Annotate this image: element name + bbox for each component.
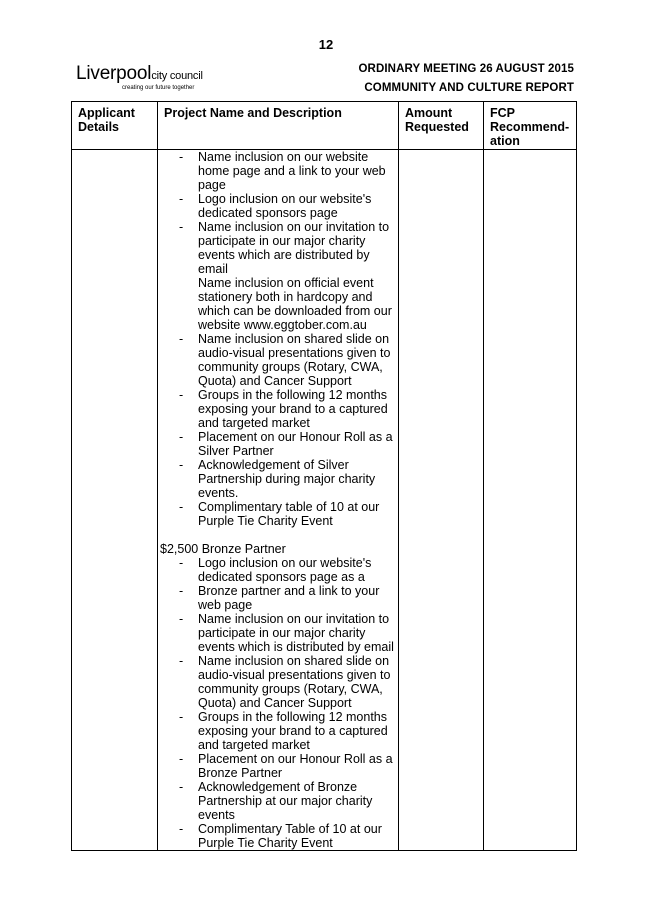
list-item-text: Acknowledgement of Silver Partnership during major charity events.: [198, 458, 376, 500]
list-item: [158, 584, 398, 612]
list-item: [158, 220, 398, 276]
logo-name-sub: city council: [151, 70, 203, 82]
dash-bullet: -: [179, 710, 184, 724]
column-header-project: Project Name and Description: [158, 102, 399, 150]
council-logo: [76, 64, 276, 91]
dash-bullet: -: [179, 192, 184, 206]
list-item: [158, 430, 398, 458]
dash-bullet: -: [179, 220, 184, 234]
list-item: [158, 458, 398, 500]
dash-bullet: -: [179, 780, 184, 794]
list-item-text: Name inclusion on our website home page and a link to your web page: [198, 150, 386, 192]
silver-benefits-list: [158, 150, 398, 528]
dash-bullet: -: [179, 500, 184, 514]
meeting-title: ORDINARY MEETING 26 AUGUST 2015: [358, 63, 574, 75]
list-item-text: Bronze partner and a link to your web page: [198, 584, 380, 612]
column-header-applicant: Applicant Details: [72, 102, 158, 150]
column-header-amount: Amount Requested: [399, 102, 484, 150]
list-item: [158, 612, 398, 654]
report-title: COMMUNITY AND CULTURE REPORT: [364, 82, 574, 94]
applicant-cell: [72, 150, 158, 851]
list-item: [158, 500, 398, 528]
list-item-text: Acknowledgement of Bronze Partnership at our major charity events: [198, 780, 373, 822]
logo-tagline: creating our future together: [122, 85, 195, 91]
list-item-text: Name inclusion on our invitation to participate in our major charity events which is distributed by email: [198, 612, 394, 654]
table-header-row: [72, 102, 577, 150]
page-number: 12: [318, 37, 334, 52]
description-cell: [158, 150, 399, 851]
logo-wordmark: [76, 64, 276, 86]
dash-bullet: -: [179, 556, 184, 570]
list-item-text: Logo inclusion on our website's dedicated sponsors page as a: [198, 556, 372, 584]
table-row: [72, 150, 577, 851]
list-item-text: Name inclusion on official event stationery both in hardcopy and which can be downloaded from our website www.eggtober.com.au: [198, 276, 392, 332]
list-item-text: Groups in the following 12 months exposing your brand to a captured and targeted market: [198, 388, 388, 430]
list-item: [158, 710, 398, 752]
list-item-text: Logo inclusion on our website's dedicated sponsors page: [198, 192, 372, 220]
recommendation-cell: [484, 150, 577, 851]
dash-bullet: -: [179, 752, 184, 766]
dash-bullet: -: [179, 822, 184, 836]
list-item: [158, 332, 398, 388]
dash-bullet: -: [179, 654, 184, 668]
dash-bullet: -: [179, 388, 184, 402]
dash-bullet: -: [179, 430, 184, 444]
list-item: [158, 654, 398, 710]
list-item: [158, 556, 398, 584]
amount-cell: [399, 150, 484, 851]
dash-bullet: -: [179, 150, 184, 164]
bronze-benefits-list: [158, 556, 398, 850]
list-item-text: Complimentary table of 10 at our Purple Tie Charity Event: [198, 500, 380, 528]
list-item: [158, 752, 398, 780]
list-item: [158, 150, 398, 192]
list-item-text: Placement on our Honour Roll as a Bronze Partner: [198, 752, 393, 780]
list-item: [158, 780, 398, 822]
list-item-text: Groups in the following 12 months exposing your brand to a captured and targeted market: [198, 710, 388, 752]
logo-name-main: Liverpool: [76, 63, 152, 84]
list-item: [158, 388, 398, 430]
list-item: [158, 192, 398, 220]
list-item-text: Complimentary Table of 10 at our Purple Tie Charity Event: [198, 822, 382, 850]
list-item-text: Placement on our Honour Roll as a Silver Partner: [198, 430, 393, 458]
grants-table: [71, 101, 577, 851]
dash-bullet: -: [179, 612, 184, 626]
list-item-text: Name inclusion on our invitation to participate in our major charity events which are distributed by email: [198, 220, 390, 276]
dash-bullet: -: [179, 458, 184, 472]
bronze-partner-title: $2,500 Bronze Partner: [160, 542, 286, 556]
dash-bullet: -: [179, 332, 184, 346]
dash-bullet: -: [179, 584, 184, 598]
list-item-text: Name inclusion on shared slide on audio-visual presentations given to community groups (Rotary, CWA, Quota) and Cancer Support: [198, 654, 391, 710]
list-item: [158, 822, 398, 850]
list-item-text: Name inclusion on shared slide on audio-visual presentations given to community groups (Rotary, CWA, Quota) and Cancer Support: [198, 332, 391, 388]
column-header-recommendation: FCP Recommend-ation: [484, 102, 577, 150]
list-item: [158, 276, 398, 332]
